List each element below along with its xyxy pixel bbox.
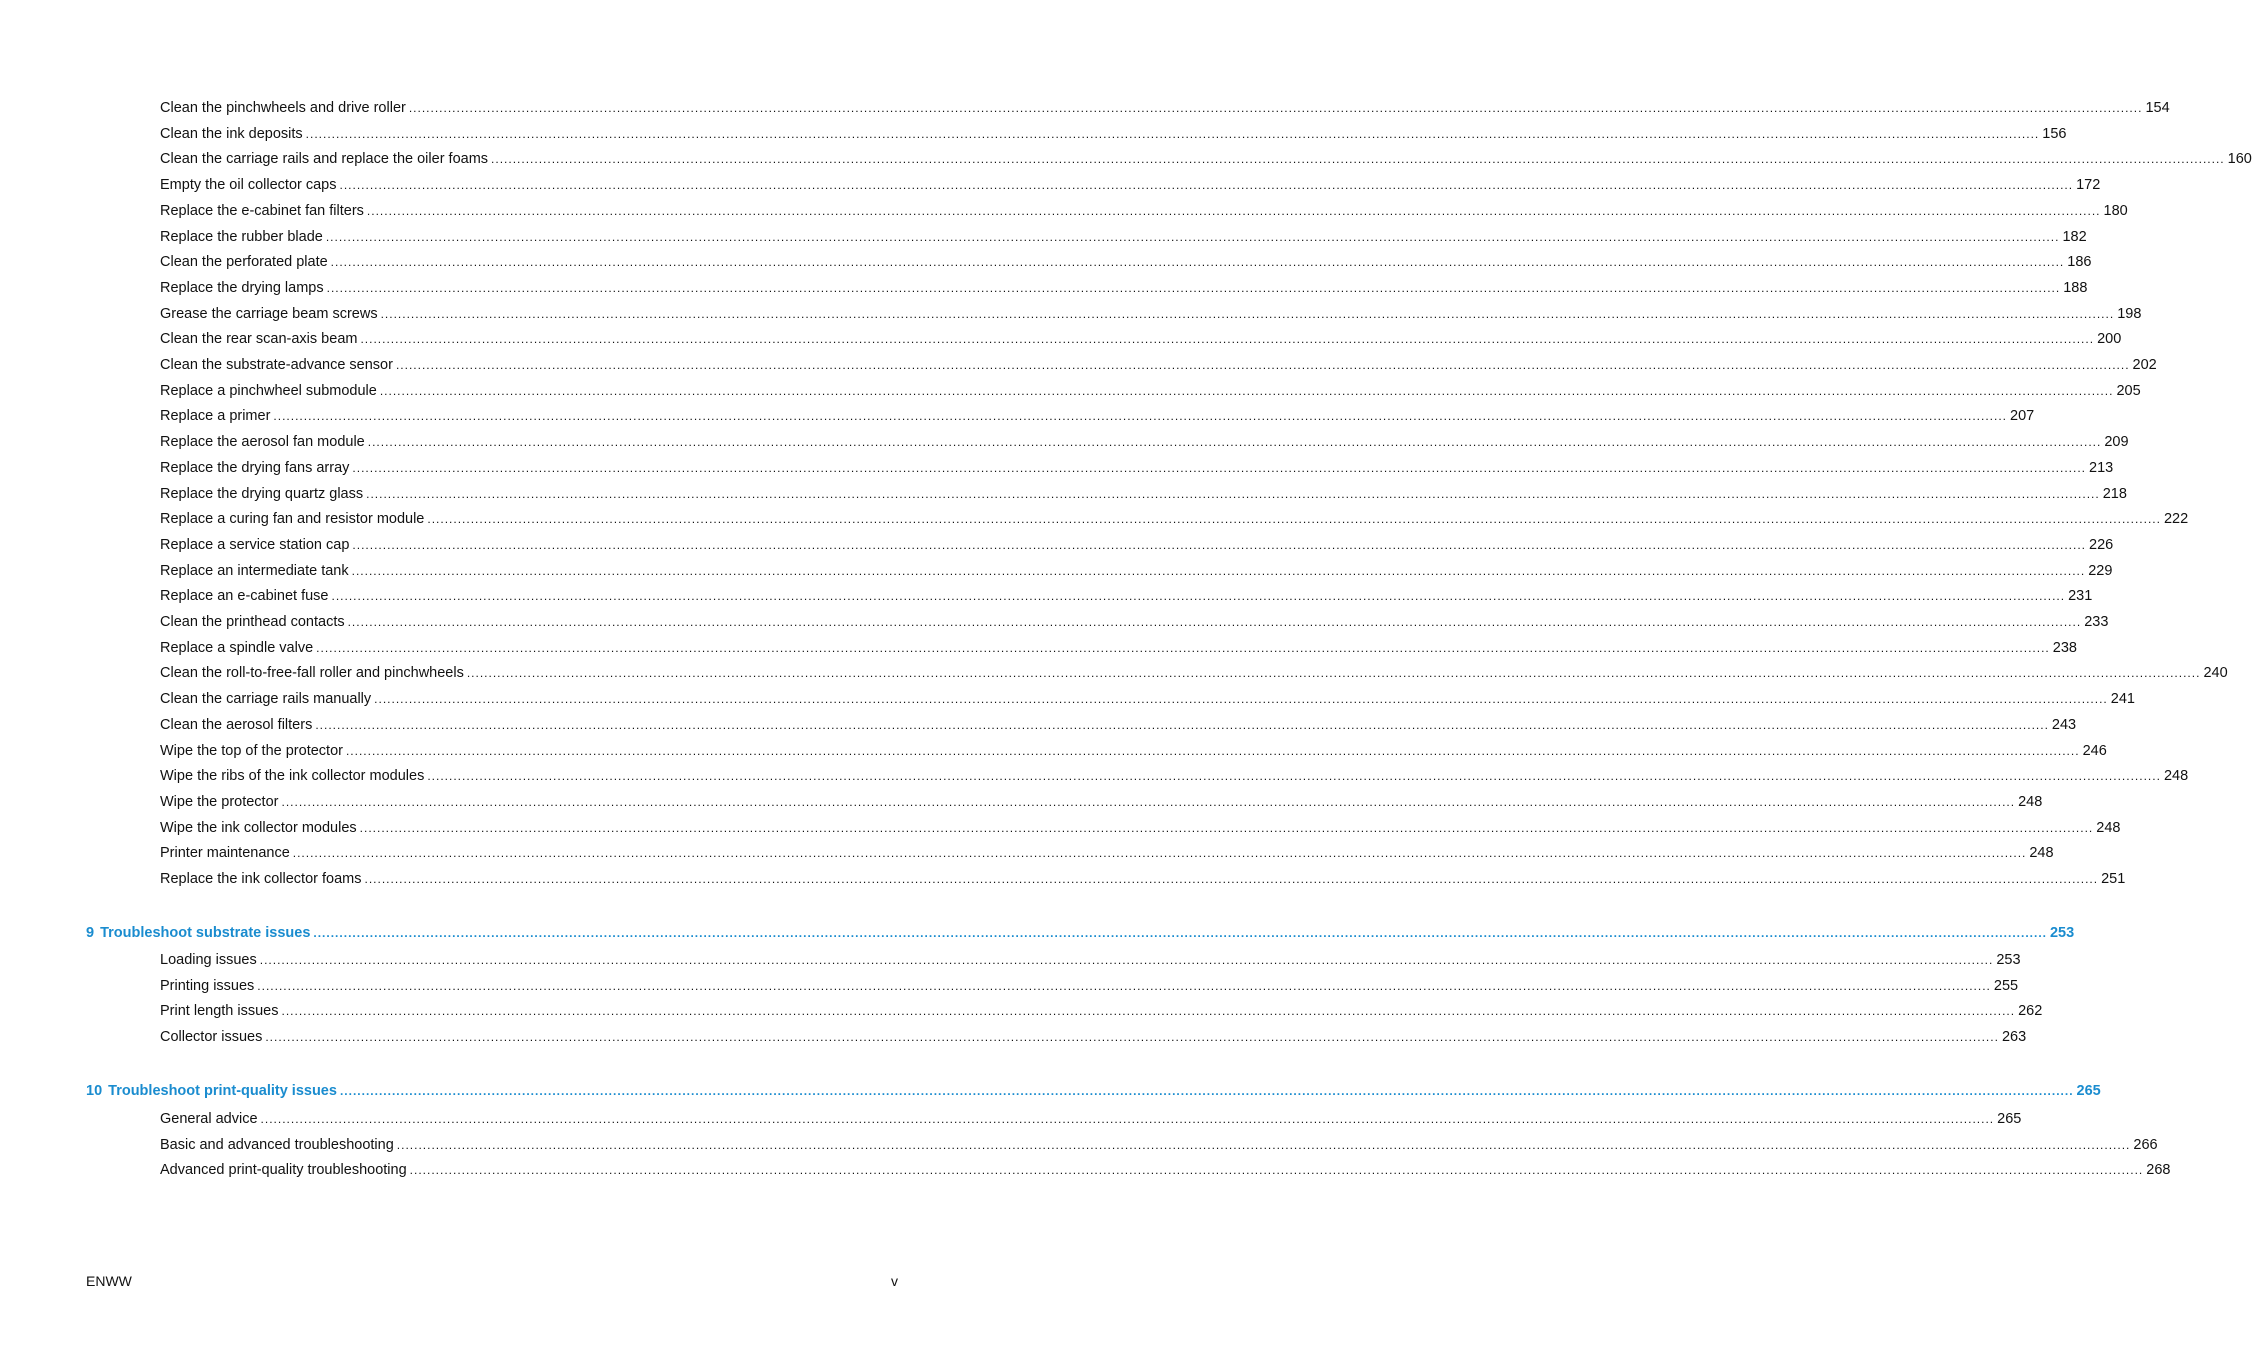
dot-leader: ................................................................................................................................................................................................................................................................................................................................................................................................................ (281, 794, 2016, 809)
toc-entry-page-number: 213 (2089, 459, 2114, 476)
chapter-number: 10 (86, 1083, 103, 1099)
toc-entry-page-number: 156 (2042, 125, 2067, 142)
toc-entry-page-number: 182 (2062, 228, 2087, 245)
toc-entry-title: Replace a primer (160, 408, 271, 425)
toc-entry-title: Replace a curing fan and resistor module (160, 511, 425, 528)
toc-entry-title: Clean the aerosol filters (160, 716, 313, 733)
toc-entry[interactable] (160, 146, 2252, 168)
toc-entry[interactable] (160, 763, 2189, 785)
dot-leader: ................................................................................................................................................................................................................................................................................................................................................................................................................ (364, 872, 2099, 886)
toc-entry-page-number: 255 (1993, 977, 2019, 994)
dot-leader: ................................................................................................................................................................................................................................................................................................................................................................................................................ (339, 178, 2074, 193)
footer-doc-code: ENWW (86, 1273, 132, 1289)
toc-entry-page-number: 268 (2146, 1162, 2171, 1179)
toc-entry-page-number: 266 (2133, 1136, 2158, 1153)
dot-leader: ................................................................................................................................................................................................................................................................................................................................................................................................................ (260, 1112, 1995, 1126)
toc-entry[interactable] (160, 1024, 2027, 1046)
dot-leader: ................................................................................................................................................................................................................................................................................................................................................................................................................ (339, 1084, 2074, 1098)
toc-entry-title: Replace the drying quartz glass (160, 485, 364, 502)
dot-leader: ................................................................................................................................................................................................................................................................................................................................................................................................................ (325, 229, 2060, 244)
toc-entry-title: Clean the roll-to-free-fall roller and pinchwheels (160, 665, 464, 682)
dot-leader: ................................................................................................................................................................................................................................................................................................................................................................................................................ (326, 280, 2061, 295)
toc-entry-page-number: 263 (2001, 1029, 2027, 1046)
dot-leader: ................................................................................................................................................................................................................................................................................................................................................................................................................ (360, 332, 2095, 347)
toc-entry[interactable] (160, 326, 2122, 348)
toc-entry-page-number: 209 (2104, 434, 2129, 451)
toc-entry[interactable] (160, 840, 2054, 862)
toc-entry-page-number: 233 (2084, 614, 2109, 630)
toc-entry-title: Replace the drying fans array (160, 459, 350, 476)
dot-leader: ................................................................................................................................................................................................................................................................................................................................................................................................................ (265, 1030, 1999, 1045)
toc-entry-page-number: 248 (2163, 768, 2189, 785)
toc-entry-page-number: 207 (2010, 408, 2035, 425)
dot-leader: ................................................................................................................................................................................................................................................................................................................................................................................................................ (396, 1137, 2131, 1152)
toc-entry[interactable] (160, 660, 2228, 682)
dot-leader: ................................................................................................................................................................................................................................................................................................................................................................................................................ (345, 743, 2080, 758)
toc-entry[interactable] (160, 686, 2135, 708)
toc-entry[interactable] (160, 789, 2043, 811)
toc-entry[interactable] (160, 481, 2127, 503)
dot-leader: ................................................................................................................................................................................................................................................................................................................................................................................................................ (379, 383, 2114, 398)
dot-leader: ................................................................................................................................................................................................................................................................................................................................................................................................................ (316, 640, 2050, 655)
toc-entry-page-number: 229 (2088, 562, 2113, 579)
toc-entry-page-number: 226 (2089, 536, 2114, 553)
toc-entry[interactable] (160, 429, 2129, 451)
toc-entry-title: Wipe the protector (160, 793, 279, 810)
toc-entry[interactable] (160, 973, 2019, 995)
toc-entry[interactable] (160, 301, 2142, 323)
toc-entry-title: Clean the rear scan-axis beam (160, 331, 358, 348)
toc-entry-title: Clean the substrate-advance sensor (160, 357, 393, 373)
dot-leader: ................................................................................................................................................................................................................................................................................................................................................................................................................ (305, 126, 2040, 141)
toc-entry-page-number: 246 (2082, 742, 2107, 759)
toc-entry-title: Advanced print-quality troubleshooting (160, 1162, 407, 1179)
toc-entry-title: Printer maintenance (160, 845, 290, 862)
toc-entry-title: Clean the printhead contacts (160, 614, 345, 630)
chapter-page-number: 265 (2076, 1083, 2101, 1099)
toc-entry[interactable] (160, 378, 2141, 400)
toc-entry-page-number: 262 (2018, 1003, 2043, 1020)
toc-entry-title: Basic and advanced troubleshooting (160, 1136, 394, 1153)
dot-leader: ................................................................................................................................................................................................................................................................................................................................................................................................................ (259, 953, 1994, 967)
toc-entry-title: Replace the rubber blade (160, 228, 323, 245)
toc-entry-title: General advice (160, 1111, 258, 1127)
chapter-title: Troubleshoot print-quality issues (108, 1083, 337, 1099)
toc-entry[interactable] (160, 998, 2043, 1020)
toc-entry-page-number: 180 (2103, 202, 2128, 219)
dot-leader: ................................................................................................................................................................................................................................................................................................................................................................................................................ (395, 358, 2130, 372)
toc-chapter-9[interactable] (86, 920, 2075, 942)
toc-entry-title: Clean the carriage rails and replace the oiler foams (160, 151, 489, 168)
toc-entry-title: Clean the ink deposits (160, 125, 303, 142)
chapter-number: 9 (86, 925, 95, 941)
toc-entry-title: Empty the oil collector caps (160, 177, 337, 194)
toc-entry[interactable] (160, 172, 2101, 194)
toc-entry-page-number: 154 (2145, 100, 2170, 116)
toc-entry-title: Replace an intermediate tank (160, 562, 349, 579)
dot-leader: ................................................................................................................................................................................................................................................................................................................................................................................................................ (366, 486, 2100, 501)
toc-entry[interactable] (160, 558, 2113, 580)
toc-entry-title: Replace the aerosol fan module (160, 434, 365, 451)
toc-entry[interactable] (160, 635, 2077, 657)
dot-leader: ................................................................................................................................................................................................................................................................................................................................................................................................................ (273, 409, 2008, 424)
toc-entry-page-number: 202 (2132, 357, 2157, 373)
dot-leader: ................................................................................................................................................................................................................................................................................................................................................................................................................ (427, 769, 2161, 784)
toc-entry-page-number: 231 (2068, 588, 2093, 605)
dot-leader: ................................................................................................................................................................................................................................................................................................................................................................................................................ (292, 846, 2027, 861)
toc-entry-title: Replace a service station cap (160, 536, 350, 553)
toc-entry-title: Wipe the ink collector modules (160, 819, 357, 836)
toc-entry[interactable] (160, 1106, 2022, 1128)
toc-entry-page-number: 243 (2051, 716, 2077, 733)
toc-entry-page-number: 248 (2096, 819, 2121, 836)
toc-entry[interactable] (160, 403, 2035, 425)
toc-entry-title: Clean the carriage rails manually (160, 691, 372, 708)
toc-entry-page-number: 172 (2076, 177, 2101, 194)
toc-entry-page-number: 238 (2052, 639, 2077, 656)
toc-entry-page-number: 265 (1997, 1111, 2022, 1127)
toc-entry-title: Clean the pinchwheels and drive roller (160, 100, 406, 116)
toc-entry[interactable] (160, 609, 2109, 631)
toc-chapter-10[interactable] (86, 1078, 2101, 1100)
toc-entry[interactable] (160, 866, 2126, 888)
dot-leader: ................................................................................................................................................................................................................................................................................................................................................................................................................ (352, 537, 2086, 552)
toc-entry-title: Printing issues (160, 977, 255, 994)
toc-entry[interactable] (160, 532, 2114, 554)
toc-entry[interactable] (160, 738, 2107, 760)
toc-entry[interactable] (160, 712, 2077, 734)
dot-leader: ................................................................................................................................................................................................................................................................................................................................................................................................................ (313, 926, 2047, 940)
chapter-title: Troubleshoot substrate issues (100, 925, 311, 941)
toc-entry[interactable] (160, 947, 2021, 969)
toc-entry[interactable] (160, 1157, 2171, 1179)
dot-leader: ................................................................................................................................................................................................................................................................................................................................................................................................................ (409, 1163, 2144, 1178)
toc-entry[interactable] (160, 198, 2128, 220)
dot-leader: ................................................................................................................................................................................................................................................................................................................................................................................................................ (380, 306, 2115, 321)
toc-entry[interactable] (160, 1132, 2158, 1154)
toc-entry-title: Replace the e-cabinet fan filters (160, 202, 364, 219)
dot-leader: ................................................................................................................................................................................................................................................................................................................................................................................................................ (491, 152, 2225, 167)
toc-entry-page-number: 251 (2101, 871, 2126, 887)
toc-entry-page-number: 248 (2018, 793, 2043, 810)
dot-leader: ................................................................................................................................................................................................................................................................................................................................................................................................................ (367, 435, 2102, 450)
toc-entry[interactable] (160, 506, 2189, 528)
toc-entry-page-number: 241 (2110, 691, 2135, 708)
dot-leader: ................................................................................................................................................................................................................................................................................................................................................................................................................ (315, 717, 2049, 732)
dot-leader: ................................................................................................................................................................................................................................................................................................................................................................................................................ (359, 820, 2094, 835)
toc-entry-page-number: 240 (2203, 665, 2228, 682)
toc-entry-title: Replace an e-cabinet fuse (160, 588, 329, 605)
toc-entry-title: Print length issues (160, 1003, 279, 1020)
dot-leader: ................................................................................................................................................................................................................................................................................................................................................................................................................ (257, 978, 1991, 993)
dot-leader: ................................................................................................................................................................................................................................................................................................................................................................................................................ (427, 512, 2161, 527)
toc-entry-title: Clean the perforated plate (160, 254, 328, 271)
toc-entry-page-number: 253 (1996, 952, 2021, 968)
chapter-page-number: 253 (2049, 925, 2075, 941)
dot-leader: ................................................................................................................................................................................................................................................................................................................................................................................................................ (408, 101, 2143, 115)
toc-entry[interactable] (160, 583, 2093, 605)
toc-entry-title: Loading issues (160, 952, 257, 968)
toc-entry-page-number: 200 (2097, 331, 2122, 348)
toc-entry-title: Replace a pinchwheel submodule (160, 382, 377, 399)
toc-entry-title: Replace the ink collector foams (160, 871, 362, 887)
toc-entry-page-number: 198 (2117, 305, 2142, 322)
toc-entry-title: Replace the drying lamps (160, 279, 324, 296)
toc-entry[interactable] (160, 275, 2088, 297)
dot-leader: ................................................................................................................................................................................................................................................................................................................................................................................................................ (466, 666, 2201, 681)
dot-leader: ................................................................................................................................................................................................................................................................................................................................................................................................................ (347, 615, 2082, 629)
toc-entry[interactable] (160, 224, 2087, 246)
dot-leader: ................................................................................................................................................................................................................................................................................................................................................................................................................ (281, 1004, 2016, 1019)
dot-leader: ................................................................................................................................................................................................................................................................................................................................................................................................................ (330, 255, 2065, 270)
dot-leader: ................................................................................................................................................................................................................................................................................................................................................................................................................ (374, 692, 2108, 707)
toc-entry[interactable] (160, 95, 2170, 117)
toc-entry[interactable] (160, 455, 2114, 477)
toc-entry-page-number: 188 (2063, 279, 2088, 296)
toc-entry[interactable] (160, 352, 2157, 374)
toc-entry-page-number: 186 (2067, 254, 2092, 271)
toc-entry-page-number: 205 (2116, 382, 2141, 399)
toc-entry-title: Grease the carriage beam screws (160, 305, 378, 322)
toc-entry-title: Wipe the ribs of the ink collector modules (160, 768, 425, 785)
dot-leader: ................................................................................................................................................................................................................................................................................................................................................................................................................ (366, 203, 2101, 218)
dot-leader: ................................................................................................................................................................................................................................................................................................................................................................................................................ (351, 563, 2086, 578)
toc-entry-title: Collector issues (160, 1029, 263, 1046)
toc-entry-page-number: 222 (2163, 511, 2189, 528)
toc-entry-page-number: 248 (2029, 845, 2054, 862)
toc-entry-title: Replace a spindle valve (160, 639, 314, 656)
dot-leader: ................................................................................................................................................................................................................................................................................................................................................................................................................ (331, 589, 2066, 604)
toc-entry[interactable] (160, 121, 2067, 143)
footer-page-number: v (891, 1273, 898, 1289)
toc-entry-title: Wipe the top of the protector (160, 742, 343, 759)
toc-entry[interactable] (160, 249, 2092, 271)
toc-entry[interactable] (160, 815, 2121, 837)
dot-leader: ................................................................................................................................................................................................................................................................................................................................................................................................................ (352, 460, 2086, 475)
toc-entry-page-number: 218 (2102, 485, 2127, 502)
toc-entry-page-number: 160 (2227, 151, 2252, 168)
